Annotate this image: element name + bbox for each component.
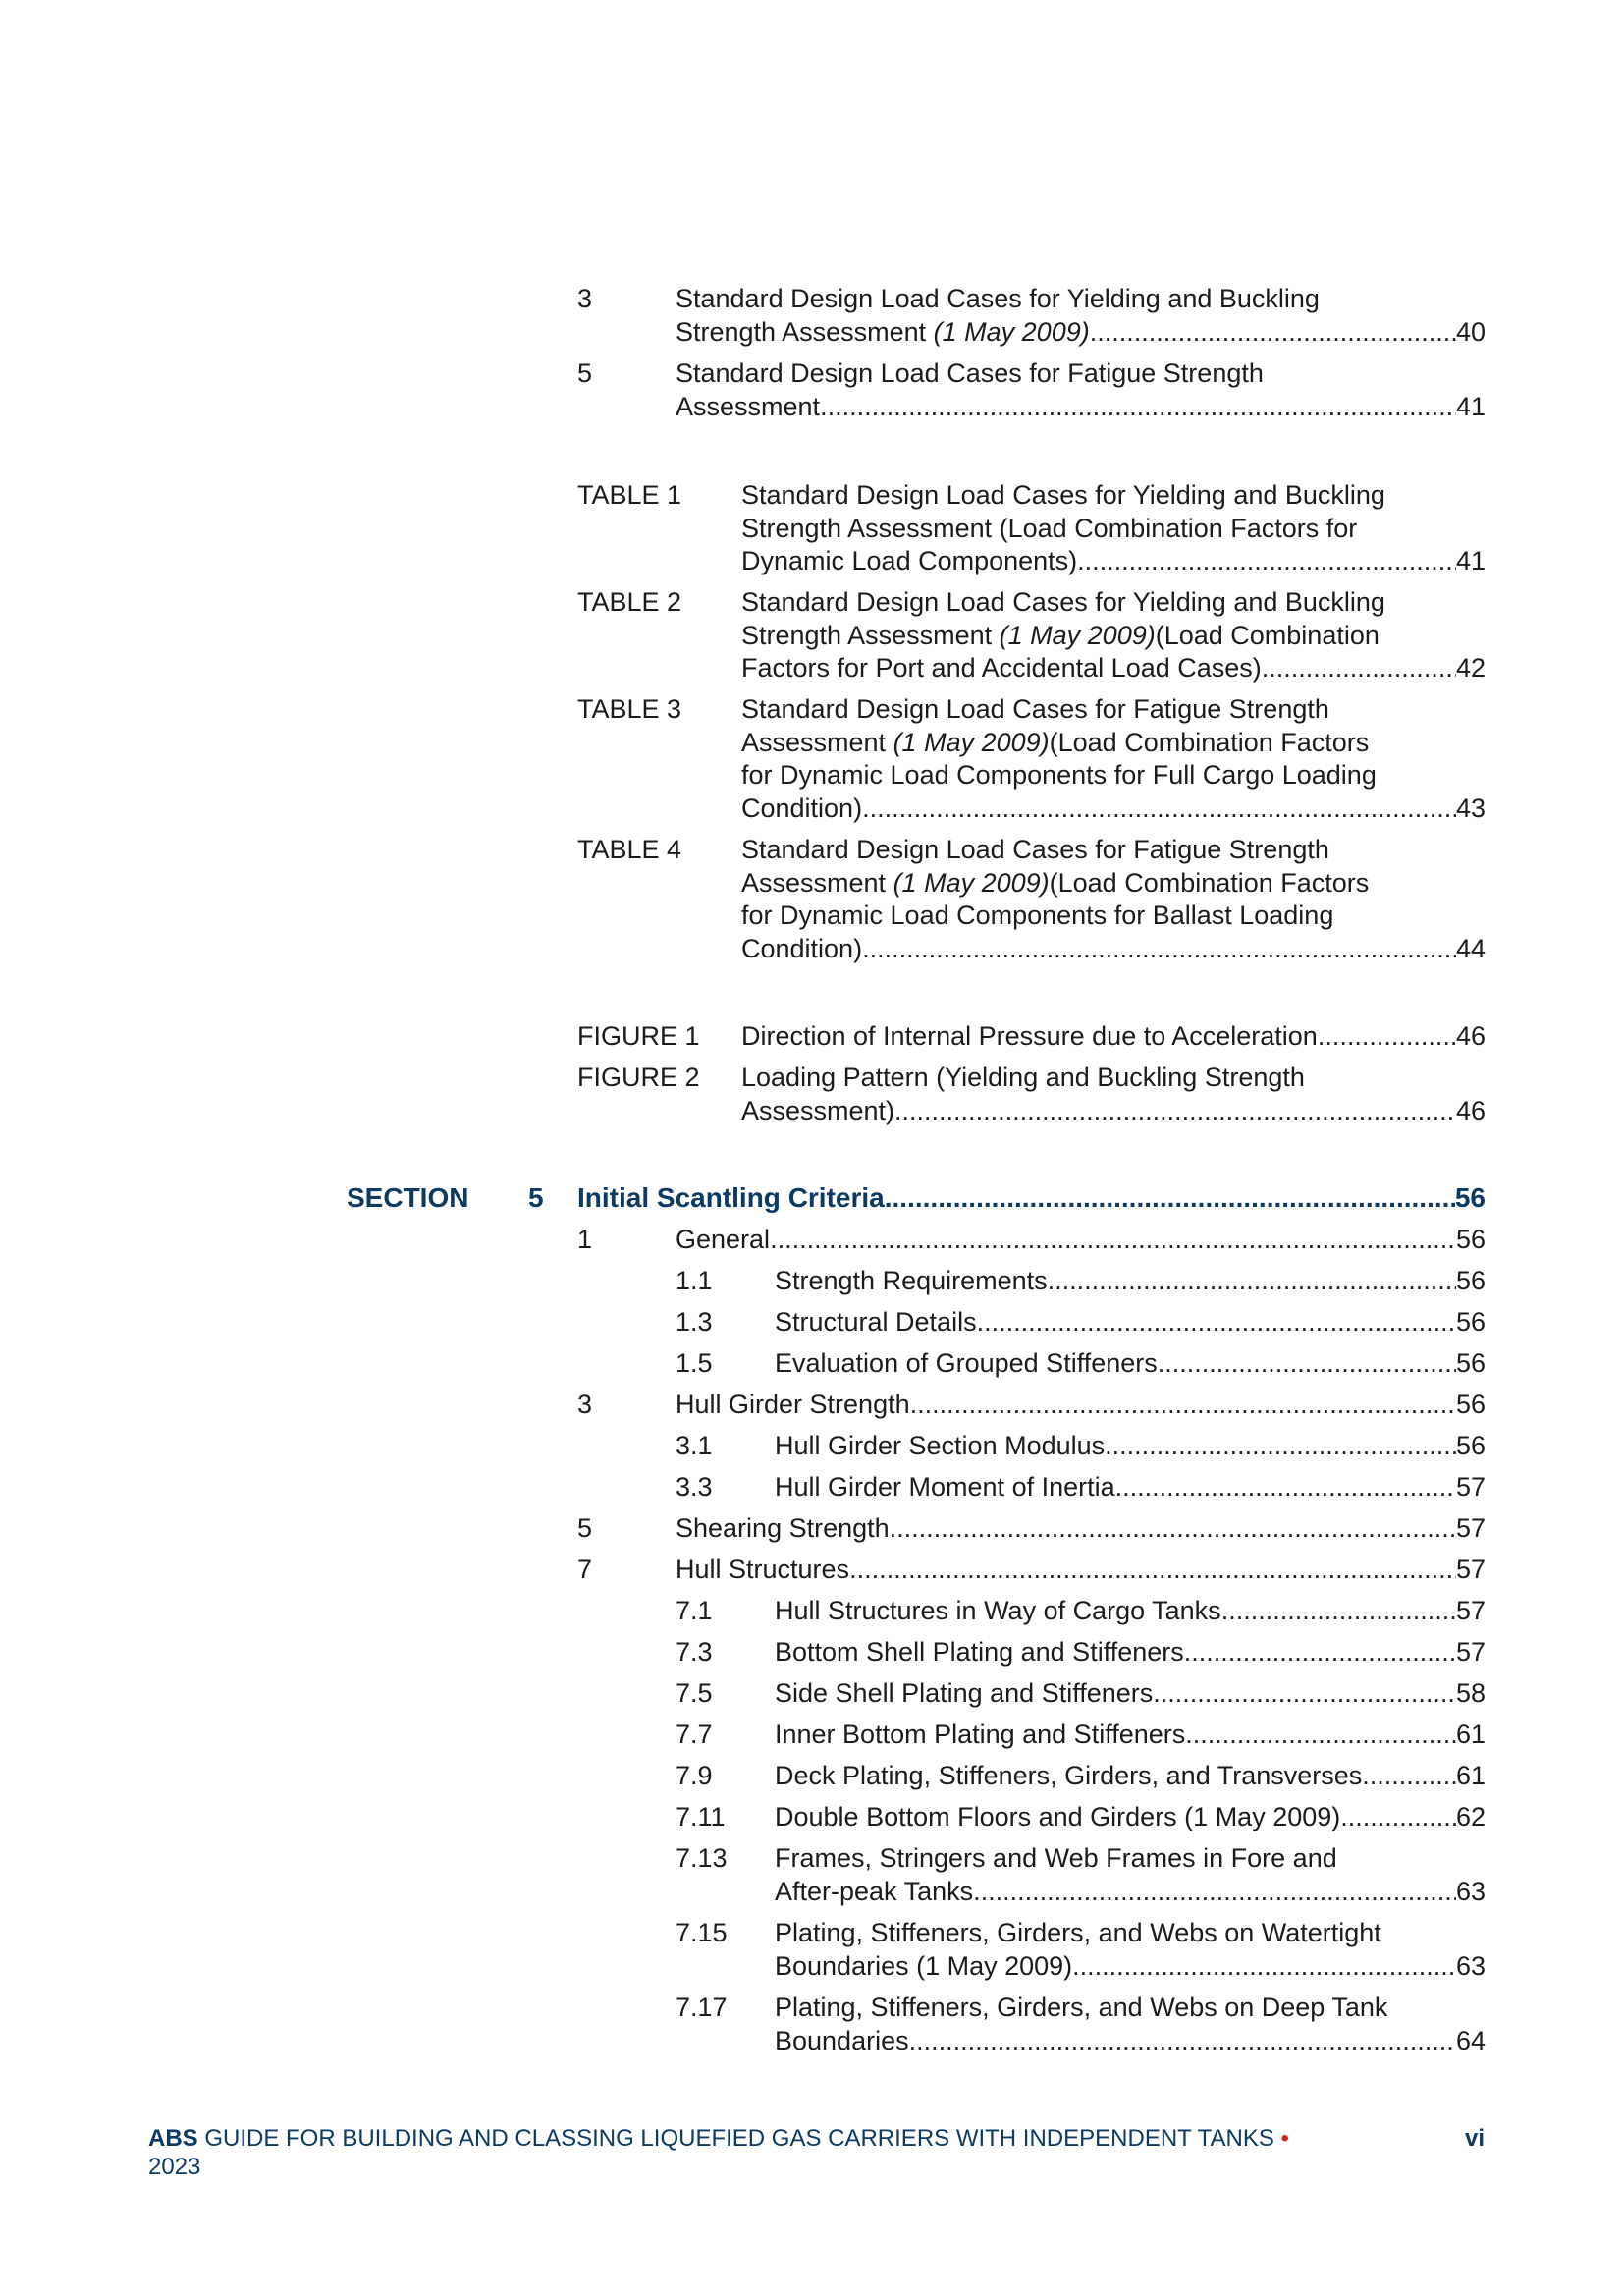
figure-label: FIGURE 1 — [577, 1021, 700, 1051]
bullet-separator: • — [1280, 2125, 1289, 2152]
page-number: 56 — [1455, 1266, 1486, 1295]
entry-title-line: Assessment (1 May 2009)(Load Combination Factors — [741, 867, 1370, 898]
dot-leader — [890, 1512, 1456, 1546]
entry-number: 7 — [577, 1555, 593, 1584]
dot-leader — [1340, 1801, 1456, 1834]
page-number: 64 — [1455, 2025, 1486, 2055]
page-number: 41 — [1455, 546, 1486, 575]
entry-title-line: Strength Assessment (Load Combination Factors for — [741, 513, 1358, 543]
table-label: TABLE 4 — [577, 835, 682, 864]
entry-title: Hull Girder Strength — [676, 1390, 910, 1419]
dot-leader — [1362, 1760, 1456, 1793]
entry-number: 7.9 — [676, 1761, 713, 1790]
entry-title-line: Assessment — [676, 391, 821, 421]
page-number: 56 — [1455, 1307, 1486, 1337]
dot-leader — [770, 1224, 1456, 1257]
entry-title: Hull Structures in Way of Cargo Tanks — [775, 1596, 1221, 1625]
entry-title-line: for Dynamic Load Components for Ballast Loading — [741, 901, 1334, 930]
entry-title: Inner Bottom Plating and Stiffeners — [775, 1720, 1186, 1749]
entry-number: 3 — [577, 284, 593, 313]
entry-number: 7.11 — [676, 1802, 726, 1831]
page-number: 57 — [1455, 1555, 1486, 1584]
page-number: 56 — [1455, 1390, 1486, 1419]
entry-number: 7.1 — [676, 1596, 713, 1625]
entry-title-line: Strength Assessment (1 May 2009) — [676, 316, 1090, 347]
section-number: 5 — [528, 1182, 544, 1213]
dot-leader — [849, 1554, 1456, 1587]
dot-leader — [910, 1389, 1456, 1422]
entry-number: 7.5 — [676, 1678, 713, 1708]
entry-title: Strength Requirements — [775, 1266, 1048, 1295]
entry-title: General — [676, 1225, 771, 1254]
dot-leader — [894, 1095, 1456, 1128]
entry-title-line: Factors for Port and Accidental Load Cases) — [741, 653, 1262, 683]
page-number: 42 — [1455, 653, 1486, 683]
dot-leader — [1090, 316, 1456, 350]
table-label: TABLE 2 — [577, 587, 682, 617]
page-number: 58 — [1455, 1678, 1486, 1708]
entry-title-line: Standard Design Load Cases for Fatigue Strength — [741, 694, 1329, 724]
page-number: 57 — [1455, 1513, 1486, 1543]
page-number: 63 — [1455, 1876, 1486, 1906]
page-number: 63 — [1455, 1950, 1486, 1981]
page-number: 61 — [1455, 1761, 1486, 1790]
entry-number: 1.3 — [676, 1307, 713, 1337]
entry-number: 5 — [577, 358, 593, 388]
entry-title: Structural Details — [775, 1307, 977, 1337]
entry-title-line: Standard Design Load Cases for Yielding and Buckling — [741, 587, 1385, 617]
entry-title: Hull Girder Section Modulus — [775, 1431, 1106, 1460]
dot-leader — [1048, 1265, 1456, 1298]
entry-number: 1.1 — [676, 1266, 713, 1295]
page-number: 57 — [1455, 1596, 1486, 1625]
dot-leader — [1153, 1677, 1456, 1711]
entry-title: Boundaries — [775, 2025, 909, 2055]
entry-title-line: Condition) — [741, 933, 863, 963]
dot-leader — [885, 1181, 1455, 1215]
dot-leader — [1221, 1595, 1456, 1628]
entry-title: Shearing Strength — [676, 1513, 890, 1543]
entry-title: After-peak Tanks — [775, 1876, 974, 1906]
entry-number: 1 — [577, 1225, 593, 1254]
page-number: 56 — [1455, 1225, 1486, 1254]
dot-leader — [862, 933, 1456, 966]
page-number: 56 — [1455, 1348, 1486, 1378]
entry-title: Hull Girder Moment of Inertia — [775, 1472, 1115, 1502]
entry-number: 7.17 — [676, 1993, 728, 2022]
entry-title-line: Assessment (1 May 2009)(Load Combination Factors — [741, 727, 1370, 757]
entry-title: Bottom Shell Plating and Stiffeners — [775, 1637, 1184, 1667]
entry-title-line: Plating, Stiffeners, Girders, and Webs on Watertight — [775, 1918, 1381, 1947]
entry-title-line: Standard Design Load Cases for Fatigue Strength — [741, 835, 1329, 864]
entry-title: Hull Structures — [676, 1555, 850, 1584]
entry-number: 7.13 — [676, 1843, 728, 1873]
entry-title: Evaluation of Grouped Stiffeners — [775, 1348, 1158, 1378]
footer-year: 2023 — [148, 2154, 201, 2180]
entry-title-line: Plating, Stiffeners, Girders, and Webs on Deep Tank — [775, 1993, 1388, 2022]
entry-title-line: Condition) — [741, 793, 863, 823]
entry-title-line: Standard Design Load Cases for Yielding and Buckling — [741, 480, 1385, 510]
page-number: 46 — [1455, 1095, 1486, 1125]
entry-title-line: for Dynamic Load Components for Full Cargo Loading — [741, 760, 1377, 790]
entry-title: Double Bottom Floors and Girders (1 May 2009) — [775, 1802, 1341, 1831]
brand-name: ABS — [148, 2125, 198, 2152]
entry-title-line: Standard Design Load Cases for Yielding and Buckling — [676, 284, 1320, 313]
page-number: 40 — [1455, 316, 1486, 347]
entry-number: 1.5 — [676, 1348, 713, 1378]
entry-number: 3.1 — [676, 1431, 713, 1460]
entry-number: 3 — [577, 1390, 593, 1419]
page-number: 43 — [1455, 793, 1486, 823]
entry-title-line: Dynamic Load Components) — [741, 546, 1078, 575]
dot-leader — [973, 1876, 1456, 1909]
entry-number: 7.15 — [676, 1918, 728, 1947]
page-number-footer: vi — [1465, 2125, 1486, 2152]
dot-leader — [1262, 652, 1456, 685]
dot-leader — [1105, 1430, 1456, 1463]
page-number: 41 — [1455, 391, 1486, 421]
page-number: 57 — [1455, 1472, 1486, 1502]
page-number: 46 — [1455, 1021, 1486, 1051]
dot-leader — [1158, 1347, 1456, 1381]
dot-leader — [820, 391, 1456, 424]
entry-number: 7.7 — [676, 1720, 713, 1749]
section-title: Initial Scantling Criteria — [577, 1182, 885, 1213]
dot-leader — [862, 793, 1456, 826]
entry-title-line: Frames, Stringers and Web Frames in Fore and — [775, 1843, 1337, 1873]
table-label: TABLE 1 — [577, 480, 682, 510]
entry-number: 7.3 — [676, 1637, 713, 1667]
entry-title: Deck Plating, Stiffeners, Girders, and Transverses — [775, 1761, 1363, 1790]
dot-leader — [1115, 1471, 1456, 1504]
entry-number: 5 — [577, 1513, 593, 1543]
section-label: SECTION — [347, 1182, 469, 1213]
entry-number: 3.3 — [676, 1472, 713, 1502]
table-label: TABLE 3 — [577, 694, 682, 724]
entry-title: Side Shell Plating and Stiffeners — [775, 1678, 1154, 1708]
page-number: 56 — [1454, 1182, 1486, 1213]
page-footer — [148, 2124, 1366, 2181]
page-number: 62 — [1455, 1802, 1486, 1831]
entry-title-line: Direction of Internal Pressure due to Acceleration — [741, 1021, 1318, 1051]
page-number: 61 — [1455, 1720, 1486, 1749]
dot-leader — [1184, 1636, 1456, 1669]
dot-leader — [1185, 1719, 1456, 1752]
entry-title-line: Assessment) — [741, 1095, 895, 1125]
entry-title: Boundaries (1 May 2009) — [775, 1950, 1073, 1981]
entry-title-line: Strength Assessment (1 May 2009)(Load Combination — [741, 620, 1380, 650]
dot-leader — [977, 1306, 1456, 1339]
page-number: 56 — [1455, 1431, 1486, 1460]
dot-leader — [1077, 545, 1456, 578]
figure-label: FIGURE 2 — [577, 1063, 700, 1092]
entry-title-line: Standard Design Load Cases for Fatigue Strength — [676, 358, 1264, 388]
page-number: 44 — [1455, 933, 1486, 963]
dot-leader — [1072, 1950, 1456, 1984]
footer-title: GUIDE FOR BUILDING AND CLASSING LIQUEFIED GAS CARRIERS WITH INDEPENDENT TANKS — [197, 2125, 1281, 2152]
entry-title-line: Loading Pattern (Yielding and Buckling Strength — [741, 1063, 1305, 1092]
dot-leader — [909, 2025, 1456, 2058]
dot-leader — [1318, 1020, 1456, 1054]
page-number: 57 — [1455, 1637, 1486, 1667]
